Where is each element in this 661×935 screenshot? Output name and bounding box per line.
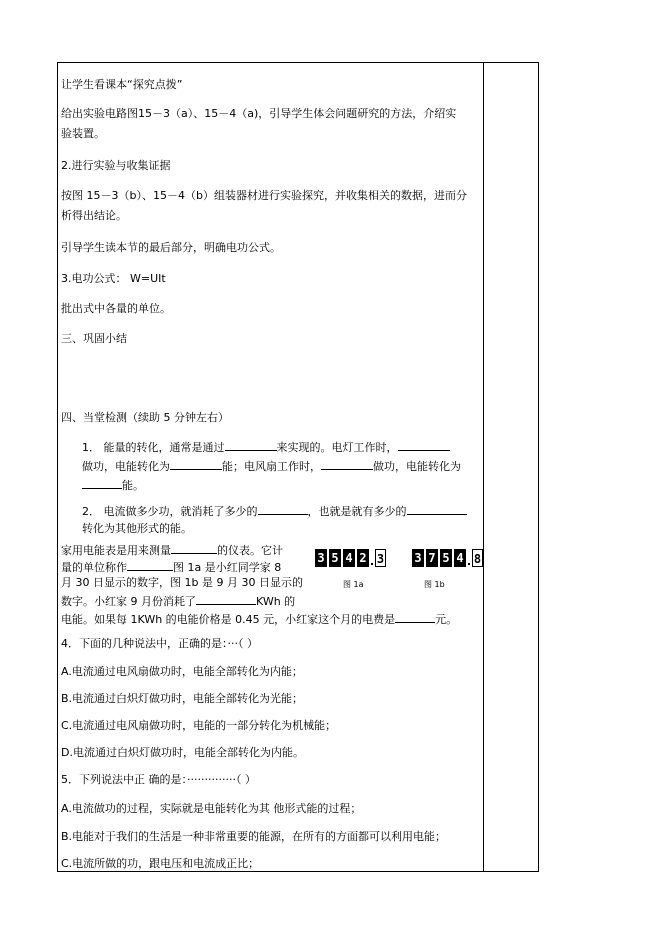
question-2-line-1 <box>82 503 467 519</box>
text: 能。 <box>122 479 144 492</box>
text-line: 引导学生读本节的最后部分，明确电功公式。 <box>61 241 281 254</box>
blank <box>127 559 173 571</box>
question-5-stem: 5．下列说法中正 确的是：··············（ ） <box>61 773 256 786</box>
meter-digit: 7 <box>426 549 438 567</box>
option-a: A.电流做功的过程，实际就是电能转化为其 他形式能的过程； <box>61 802 362 815</box>
text: 2． 电流做多少功，就消耗了多少的 <box>82 505 258 518</box>
text: KWh 的 <box>256 595 296 608</box>
question-1-line-2 <box>82 458 461 474</box>
option-b: B.电流通过白炽灯做功时，电能全部转化为光能； <box>61 692 304 705</box>
text-line: 验装置。 <box>61 127 105 140</box>
blank <box>171 542 217 554</box>
text: 1． 能量的转化，通常是通过 <box>82 441 225 454</box>
blank <box>196 593 256 605</box>
meter-decimal-digit: 8 <box>472 549 483 567</box>
meter-decimal-digit: 3 <box>375 549 386 567</box>
text: ，也就是就有多少的 <box>307 505 407 518</box>
meter-label-b: 图 1b <box>424 580 445 589</box>
formula-line: 3.电功公式： W=UIt <box>61 272 166 285</box>
text-line: 按图 15－3（b）、15－4（b）组装器材进行实验探究，并收集相关的数据，进而分 <box>61 189 467 202</box>
section-heading: 2.进行实验与收集证据 <box>61 159 171 172</box>
section-heading: 三、巩固小结 <box>61 332 127 345</box>
blank <box>321 458 373 470</box>
column-divider <box>483 62 484 872</box>
meter-digit: 3 <box>412 549 424 567</box>
question-4-stem: 4．下面的几种说法中，正确的是：···（ ） <box>61 637 258 650</box>
option-c: C.电流所做的功，跟电压和电流成正比； <box>61 857 260 870</box>
blank <box>398 439 450 451</box>
text: 元。 <box>435 613 458 626</box>
meter-digit: 5 <box>329 549 341 567</box>
meter-digit: 3 <box>315 549 327 567</box>
meter-digit: 2 <box>357 549 369 567</box>
question-3-line-3: 月 30 日显示的数字，图 1b 是 9 月 30 日显示的 <box>61 576 303 589</box>
text: 量的单位称作 <box>61 561 127 574</box>
text: 的仪表。它计 <box>217 544 283 557</box>
question-2-line-2: 转化为其他形式的能。 <box>82 522 192 535</box>
option-c: C.电流通过电风扇做功时，电能的一部分转化为机械能； <box>61 719 337 732</box>
question-3-line-1 <box>61 542 283 558</box>
blank <box>82 477 122 489</box>
meter-label-a: 图 1a <box>343 580 364 589</box>
meter-display-b <box>412 549 485 569</box>
meter-digit: 5 <box>440 549 452 567</box>
option-a: A.电流通过电风扇做功时，电能全部转化为内能； <box>61 665 303 678</box>
text-line: 析得出结论。 <box>61 209 127 222</box>
text: 能；电风扇工作时， <box>222 460 321 473</box>
blank <box>170 458 222 470</box>
blank <box>258 503 308 515</box>
text: 做功，电能转化为 <box>82 460 170 473</box>
question-1-line-1 <box>82 439 450 455</box>
decimal-point <box>468 549 471 567</box>
blank <box>225 439 277 451</box>
text: 数字。小红家 9 月份消耗了 <box>61 595 196 608</box>
text: 家用电能表是用来测量 <box>61 544 171 557</box>
option-b: B.电能对于我们的生活是一种非常重要的能源，在所有的方面都可以利用电能； <box>61 830 447 843</box>
meter-display-a <box>315 549 388 569</box>
question-3-line-4 <box>61 593 295 609</box>
text-line: 让学生看课本“探究点拨” <box>61 78 183 91</box>
question-3-line-2 <box>61 559 281 575</box>
question-1-line-3 <box>82 477 144 493</box>
section-heading: 四、当堂检测（续助 5 分钟左右） <box>61 411 229 424</box>
text-line: 批出式中各量的单位。 <box>61 302 171 315</box>
meter-digit: 4 <box>454 549 466 567</box>
question-3-line-5 <box>61 611 457 627</box>
text: 图 1a 是小红同学家 8 <box>173 561 282 574</box>
blank <box>395 611 435 623</box>
blank <box>407 503 467 515</box>
text: 来实现的。电灯工作时， <box>276 441 398 454</box>
text-line: 给出实验电路图15－3（a）、15－4（a)，引导学生体会问题研究的方法，介绍实 <box>61 107 457 120</box>
meter-digit: 4 <box>343 549 355 567</box>
decimal-point <box>371 549 374 567</box>
option-d: D.电流通过白炽灯做功时，电能全部转化为内能。 <box>61 746 304 759</box>
text: 做功，电能转化为 <box>373 460 461 473</box>
text: 电能。如果每 1KWh 的电能价格是 0.45 元，小红家这个月的电费是 <box>61 613 396 626</box>
